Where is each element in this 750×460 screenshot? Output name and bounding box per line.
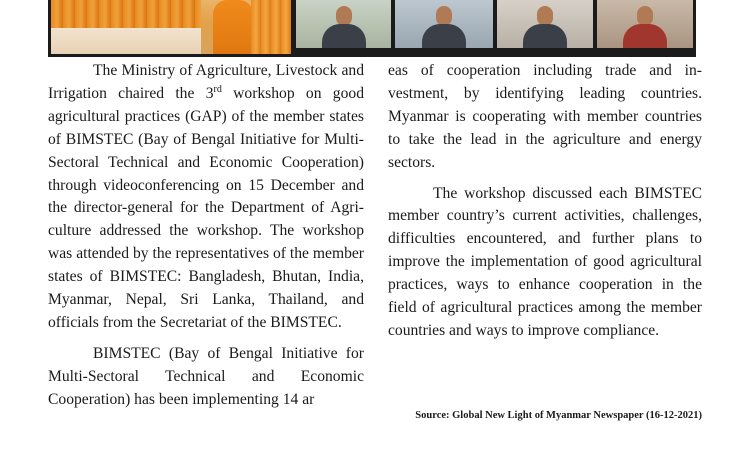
robe-backdrop-right [251,0,291,54]
robe-backdrop [51,0,201,28]
article-right-column [388,60,702,343]
meeting-room-photo [51,0,291,54]
article-left-column [48,60,364,412]
video-participant-1 [296,0,391,48]
article-paragraph-1 [48,60,364,335]
participant-head [436,6,452,26]
video-participant-2 [395,0,493,48]
presiding-official [213,0,253,54]
participant-body [623,24,667,48]
paragraph-1-text: The Ministry of Agriculture, Livestock and Irrigation chaired the 3 [48,62,364,102]
article-paragraph-3: The workshop discussed each BIMSTEC member country’s current activities, challenges, difficulties encountered, and further plans to improve the implementation of good agricultural practices, ways to enhance cooperation in the field of agricultural practices among the member countries and ways to improve compliance. [388,184,702,339]
participant-body [422,24,466,48]
participant-head [637,6,653,26]
video-participant-4 [597,0,693,48]
article-paragraph-2-continued: eas of cooperation including trade and investment, by identifying leading countries. Myanmar is cooperating with member countries to take the lead in the agriculture and energy sectors. [388,62,702,171]
article-paragraph-2: BIMSTEC (Bay of Bengal Initiative for Multi-Sectoral Technical and Economic Cooperation) has been implementing 14 ar [48,344,364,408]
video-participant-3 [497,0,593,48]
participant-head [537,6,553,26]
participant-body [322,24,366,48]
paragraph-1-text-cont: workshop on good agricultural practices (GAP) of the member states of BIMSTEC (Bay of Bengal Initiative for Multi-Sectoral Technical and Economic Cooperation) through videoconferencing on 15 December and the director-general for the Department of Agriculture addressed the workshop. The workshop was attended by the representatives of the member states of BIMSTEC: Bangladesh, Bhutan, India, Myanmar, Nepal, Sri Lanka, Thailand, and officials from the Secretariat of the BIMSTEC. [48,84,364,331]
ordinal-suffix: rd [213,83,222,95]
participant-head [336,6,352,26]
conference-table [51,28,201,54]
source-citation: Source: Global New Light of Myanmar Newspaper (16-12-2021) [415,410,702,421]
article-photo [48,0,696,57]
participant-body [523,24,567,48]
